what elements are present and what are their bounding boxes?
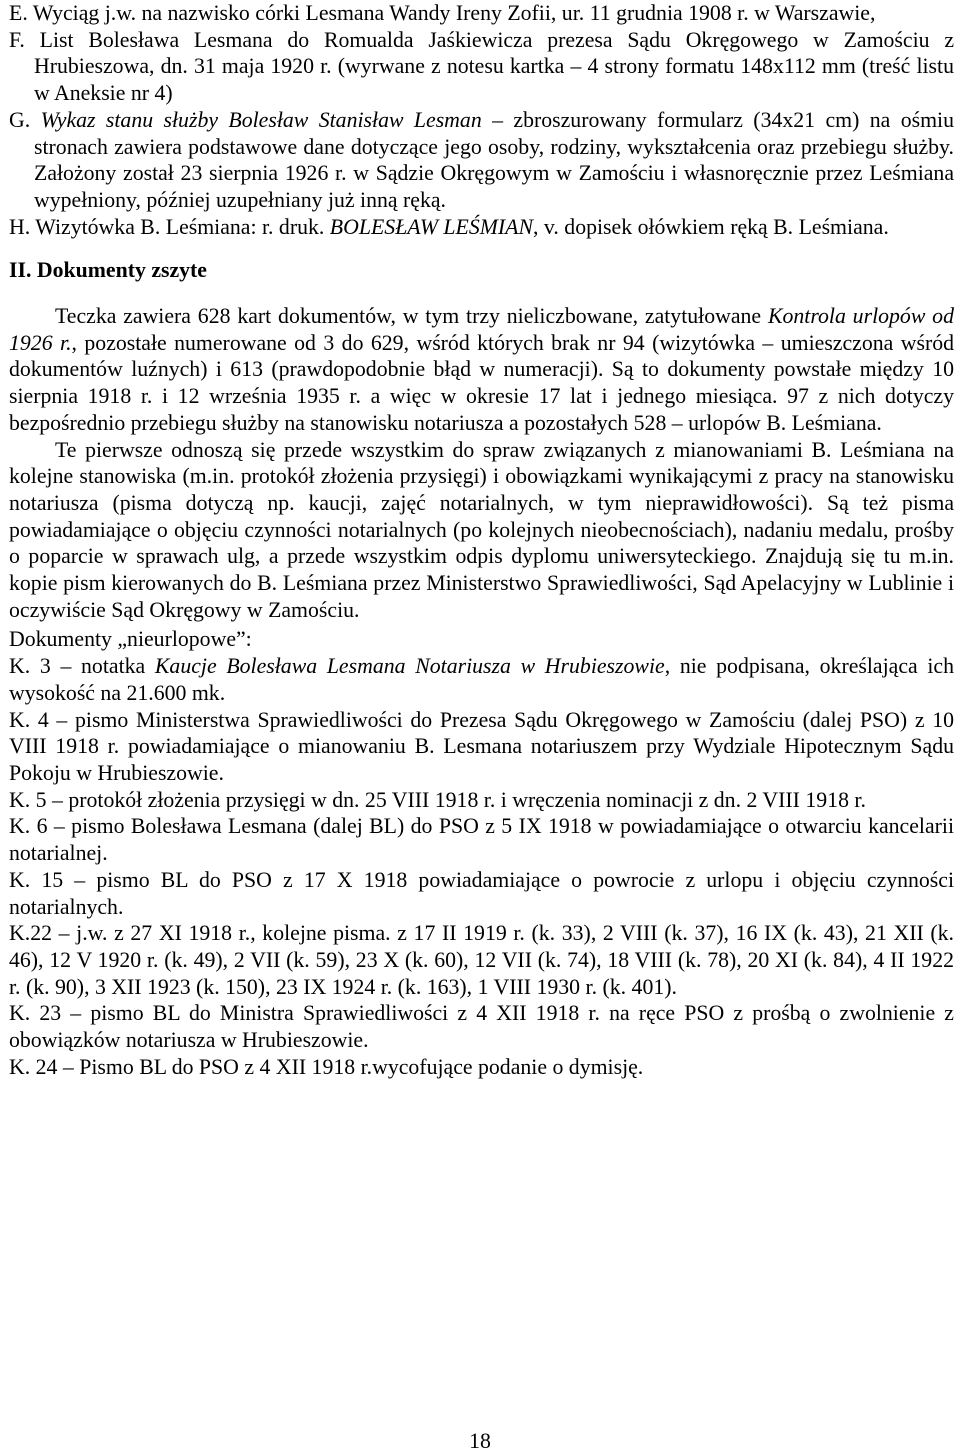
list-item [9,107,954,214]
list-item [9,27,954,107]
text-run: Te pierwsze odnoszą się przede wszystkim do spraw związanych z mianowaniami B. Leśmiana na kolejne stanowiska (m.in. protokół złożenia przysięgi) i obowiązkami wynikającymi z pracy na stanowisku notariusza (pisma dotyczą np. kaucji, zajęć notarialnych, w tym nieprawidłowości). Są też pisma powiadamiające o objęciu czynności notarialnych (po kolejnych nieobecnościach), nadaniu medalu, prośby o poparcie w sprawach ulg, a przede wszystkim odpis dyplomu uniwersyteckiego. Znajdują się tu m.in. kopie pism kierowanych do B. Leśmiana przez Ministerstwo Sprawiedliwości, Sąd Apelacyjny w Lublinie i oczywiście Sąd Okręgowy w Zamościu. [9,437,954,622]
text-run: – zbroszurowany formularz (34x21 cm) na ośmiu stronach zawiera podstawowe dane dotyczące jego osoby, rodziny, wykształcenia oraz przebiegu służby. Założony został 23 sierpnia 1926 r. w Sądzie Okręgowym w Zamościu i własnoręcznie przez Leśmiana wypełniony, później uzupełniany już inną ręką. [34,107,954,212]
document-entry [9,787,954,814]
document-entry [9,707,954,787]
list-item-key: E. [9,1,28,25]
section-heading [9,257,954,284]
text-run: , v. dopisek ołówkiem ręką B. Leśmiana. [533,214,889,239]
list-item [9,0,954,27]
document-entry [9,813,954,866]
document-page [9,0,954,1080]
page-number: 18 [469,1429,491,1453]
document-entry [9,920,954,1000]
list-item-key: F. [9,27,25,52]
intro-paragraph [9,303,954,437]
text-run: K. 5 – protokół złożenia przysięgi w dn. 25 VIII 1918 r. i wręczenia nominacji z dn. 2 VIII 1918 r. [9,787,866,812]
text-run: , nie podpisana, określająca ich wysokość na 21.600 mk. [9,654,954,705]
text-run: K. 3 – notatka [9,654,155,679]
section-intro [9,303,954,623]
text-run: K. 15 – pismo BL do PSO z 17 X 1918 powiadamiające o powrocie z urlopu i objęciu czynności notarialnych. [9,867,954,919]
text-run: , pozostałe numerowane od 3 do 629, wśród których brak nr 94 (wizytówka – umieszczona wśród dokumentów luźnych) i 613 (prawdopodobnie błąd w numeracji). Są to dokumenty powstałe między 10 sierpnia 1918 r. i 12 września 1935 r. a więc w okresie 17 lat i jednego miesiąca. 97 z nich dotyczy bezpośrednio przebiegu służby na stanowisku notariusza a pozostałych 528 – urlopów B. Leśmiana. [9,330,954,435]
subheading: Dokumenty „nieurlopowe”: [9,627,252,652]
text-run: Teczka zawiera 628 kart dokumentów, w tym trzy nieliczbowane, zatytułowane [55,304,768,329]
document-list [9,653,954,1080]
italic-text: Kaucje Bolesława Lesmana Notariusza w Hrubieszowie [154,654,665,679]
list-item-key: G. [9,107,31,132]
document-entry [9,1000,954,1053]
italic-text: Kontrola urlopów od 1926 r. [9,304,954,355]
text-run: K. 6 – pismo Bolesława Lesmana (dalej BL) do PSO z 5 IX 1918 w powiadamiające o otwarciu kancelarii notarialnej. [9,814,954,866]
intro-paragraph [9,437,954,624]
italic-text: Wykaz stanu służby Bolesław Stanisław Lesman [40,107,482,132]
text-run: K. 23 – pismo BL do Ministra Sprawiedliwości z 4 XII 1918 r. na ręce PSO z prośbą o zwolnienie z obowiązków notariusza w Hrubieszowie. [9,1001,954,1053]
list-item-key: H. [9,214,31,239]
document-entry [9,653,954,706]
text-run: K. 4 – pismo Ministerstwa Sprawiedliwości do Prezesa Sądu Okręgowego w Zamościu (dalej PSO) z 10 VIII 1918 r. powiadamiające o mianowaniu B. Lesmana notariuszem przy Wydziale Hipotecznym Sądu Pokoju w Hrubieszowie. [9,707,954,785]
section-number: II. [9,258,32,283]
appendix-item-list [9,0,954,240]
text-run: Wizytówka B. Leśmiana: r. druk. [35,214,330,239]
document-entry [9,867,954,920]
text-run: List Bolesława Lesmana do Romualda Jaśkiewicza prezesa Sądu Okręgowego w Zamościu z Hrubieszowa, dn. 31 maja 1920 r. (wyrwane z notesu kartka – 4 strony formatu 148x112 mm (treść listu w Aneksie nr 4) [34,27,954,106]
text-run: Wyciąg j.w. na nazwisko córki Lesmana Wandy Ireny Zofii, ur. 11 grudnia 1908 r. w Warszawie, [32,1,876,25]
text-run: K. 24 – Pismo BL do PSO z 4 XII 1918 r.wycofujące podanie o dymisję. [9,1054,644,1079]
italic-text: BOLESŁAW LEŚMIAN [329,214,534,239]
document-entry [9,1054,954,1081]
section-title: Dokumenty zszyte [36,258,207,283]
text-run: K.22 – j.w. z 27 XI 1918 r., kolejne pisma. z 17 II 1919 r. (k. 33), 2 VIII (k. 37), 16 IX (k. 43), 21 XII (k. 46), 12 V 1920 r. (k. 49), 2 VII (k. 59), 23 X (k. 60), 12 VII (k. 74), 18 VIII (k. 78), 20 XI (k. 84), 4 II 1922 r. (k. 90), 3 XII 1923 (k. 150), 23 IX 1924 r. (k. 163), 1 VIII 1930 r. (k. 401). [9,921,954,999]
list-item [9,214,954,241]
